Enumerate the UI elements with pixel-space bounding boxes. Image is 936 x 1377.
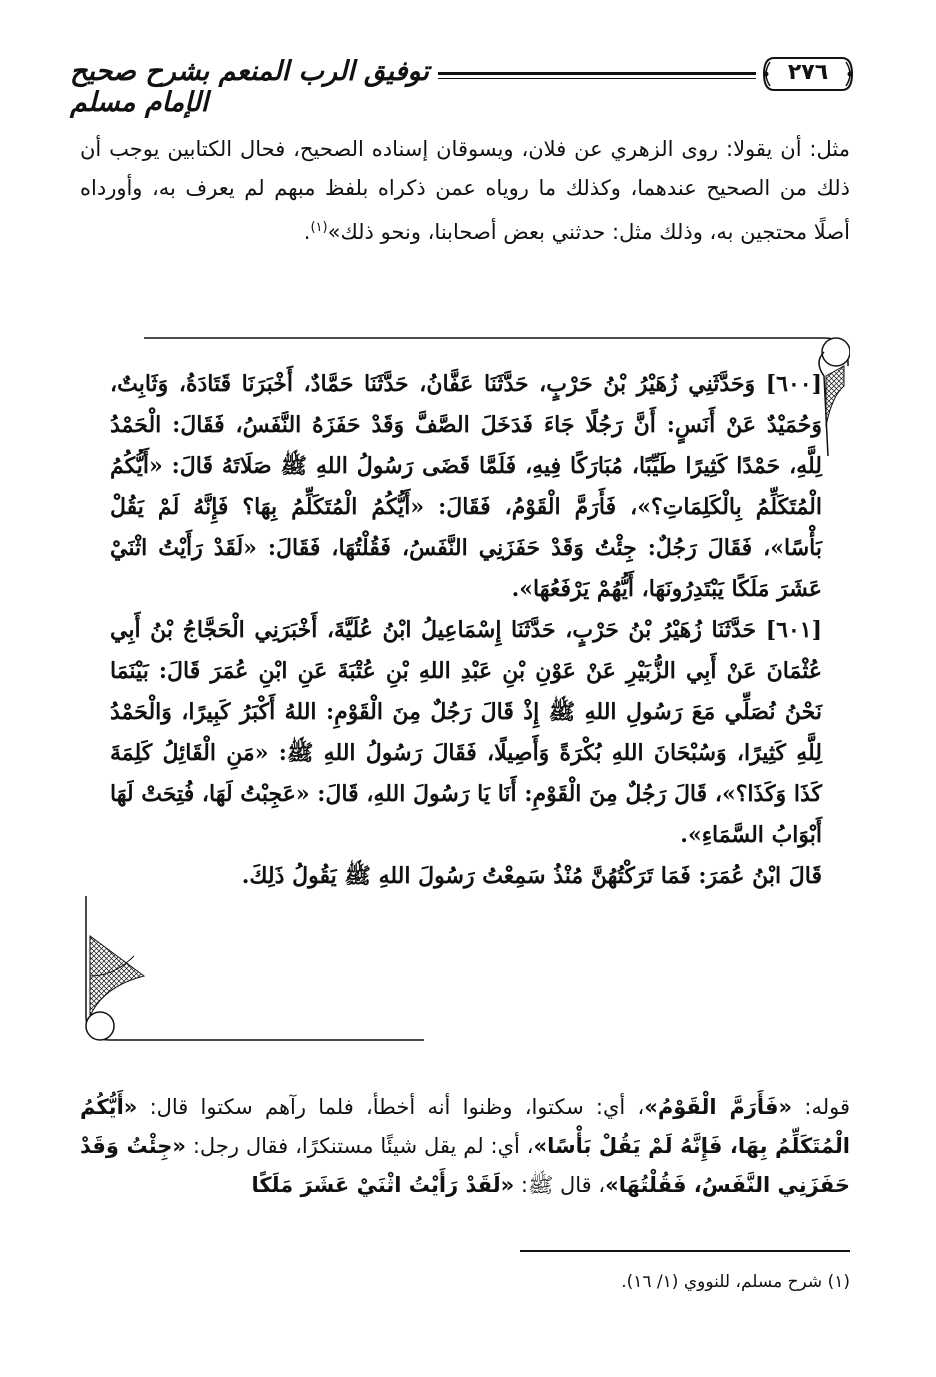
commentary-quote: «أَيُّكُمُ الْمُتَكَلِّمُ بِهَا، فَإِنَّهُ لَمْ يَقُلْ بَأْسًا» — [80, 1095, 850, 1158]
footnote-divider — [520, 1250, 850, 1252]
commentary-quote: «فَأَرَمَّ الْقَوْمُ» — [644, 1095, 793, 1119]
hadith-601-ending: قَالَ ابْنُ عُمَرَ: فَمَا تَرَكْتُهُنَّ مُنْذُ سَمِعْتُ رَسُولَ اللهِ ﷺ يَقُولُ ذَلِكَ. — [241, 863, 822, 889]
footnote: (١) شرح مسلم، للنووي (١/ ١٦). — [621, 1272, 850, 1292]
hadith-601: [٦٠١] حَدَّثَنَا زُهَيْرُ بْنُ حَرْبٍ، حَدَّثَنَا إِسْمَاعِيلُ ابْنُ عُلَيَّةَ، أَخْبَرَنِي الْحَجَّاجُ بْنُ أَبِي عُثْمَانَ عَنْ أَبِي الزُّبَيْرِ عَنْ عَوْنِ بْنِ عَبْدِ اللهِ بْنِ عُتْبَةَ عَنِ ابْنِ عُمَرَ قَالَ: بَيْنَمَا نَحْنُ نُصَلِّي مَعَ رَسُولِ اللهِ ﷺ إِذْ قَالَ رَجُلٌ مِنَ الْقَوْمِ: اللهُ أَكْبَرُ كَبِيرًا، وَالْحَمْدُ لِلَّهِ كَثِيرًا، وَسُبْحَانَ اللهِ بُكْرَةً وَأَصِيلًا، فَقَالَ رَسُولُ اللهِ ﷺ: «مَنِ الْقَائِلُ كَلِمَةَ كَذَا وَكَذَا؟»، قَالَ رَجُلٌ مِنَ الْقَوْمِ: أَنَا يَا رَسُولَ اللهِ، قَالَ: «عَجِبْتُ لَهَا، فُتِحَتْ لَهَا أَبْوَابُ السَّمَاءِ». — [110, 617, 822, 848]
book-title: توفيق الرب المنعم بشرح صحيح الإمام مسلم — [70, 56, 430, 118]
commentary-text: ، أي: سكتوا، وظنوا أنه أخطأ، فلما رآهم سكتوا قال: — [137, 1095, 645, 1119]
intro-paragraph — [80, 130, 850, 252]
page-header — [70, 54, 856, 118]
commentary-text: قوله: — [792, 1095, 850, 1119]
hadith-text-block — [110, 364, 822, 897]
hadith-600: [٦٠٠] وَحَدَّثَنِي زُهَيْرُ بْنُ حَرْبٍ، حَدَّثَنَا عَفَّانُ، حَدَّثَنَا حَمَّادٌ، أَخْبَرَنَا قَتَادَةُ، وَثَابِتٌ، وَحُمَيْدٌ عَنْ أَنَسٍ: أَنَّ رَجُلًا جَاءَ فَدَخَلَ الصَّفَّ وَقَدْ حَفَزَهُ النَّفَسُ، فَقَالَ: الْحَمْدُ لِلَّهِ، حَمْدًا كَثِيرًا طَيِّبًا، مُبَارَكًا فِيهِ، فَلَمَّا قَضَى رَسُولُ اللهِ ﷺ صَلَاتَهُ قَالَ: «أَيُّكُمُ الْمُتَكَلِّمُ بِالْكَلِمَاتِ؟»، فَأَرَمَّ الْقَوْمُ، فَقَالَ: «أَيُّكُمُ الْمُتَكَلِّمُ بِهَا؟ فَإِنَّهُ لَمْ يَقُلْ بَأْسًا»، فَقَالَ رَجُلٌ: جِئْتُ وَقَدْ حَفَزَنِي النَّفَسُ، فَقُلْتُهَا، فَقَالَ: «لَقَدْ رَأَيْتُ اثْنَيْ عَشَرَ مَلَكًا يَبْتَدِرُونَهَا، أَيُّهُمْ يَرْفَعُهَا». — [110, 371, 822, 602]
commentary-quote: «جِئْتُ وَقَدْ حَفَزَنِي النَّفَسُ، فَقُلْتُهَا» — [80, 1134, 850, 1197]
intro-text: مثل: أن يقولا: روى الزهري عن فلان، ويسوقان إسناده الصحيح، فحال الكتابين يوجب أن ذلك من الصحيح عندهما، وكذلك ما روياه عمن ذكراه بلفظ مبهم لم يعرف به، وأورداه أصلًا محتجين به، وذلك مثل: حدثني بعض أصحابنا، ونحو ذلك» — [80, 137, 850, 244]
footnote-reference: (١) — [310, 220, 328, 235]
intro-end-punctuation: . — [303, 220, 311, 244]
commentary-paragraph — [80, 1088, 850, 1205]
page-number-ornament — [760, 54, 856, 94]
hadith-box — [84, 336, 850, 1056]
commentary-text: ، أي: لم يقل شيئًا مستنكرًا، فقال رجل: — [185, 1134, 534, 1158]
header-double-rule — [438, 72, 756, 79]
page-number: ٢٧٦ — [787, 60, 829, 85]
commentary-text: ، قال ﷺ: — [514, 1173, 606, 1197]
commentary-quote: «لَقَدْ رَأَيْتُ اثْنَيْ عَشَرَ مَلَكًا — [251, 1173, 515, 1197]
